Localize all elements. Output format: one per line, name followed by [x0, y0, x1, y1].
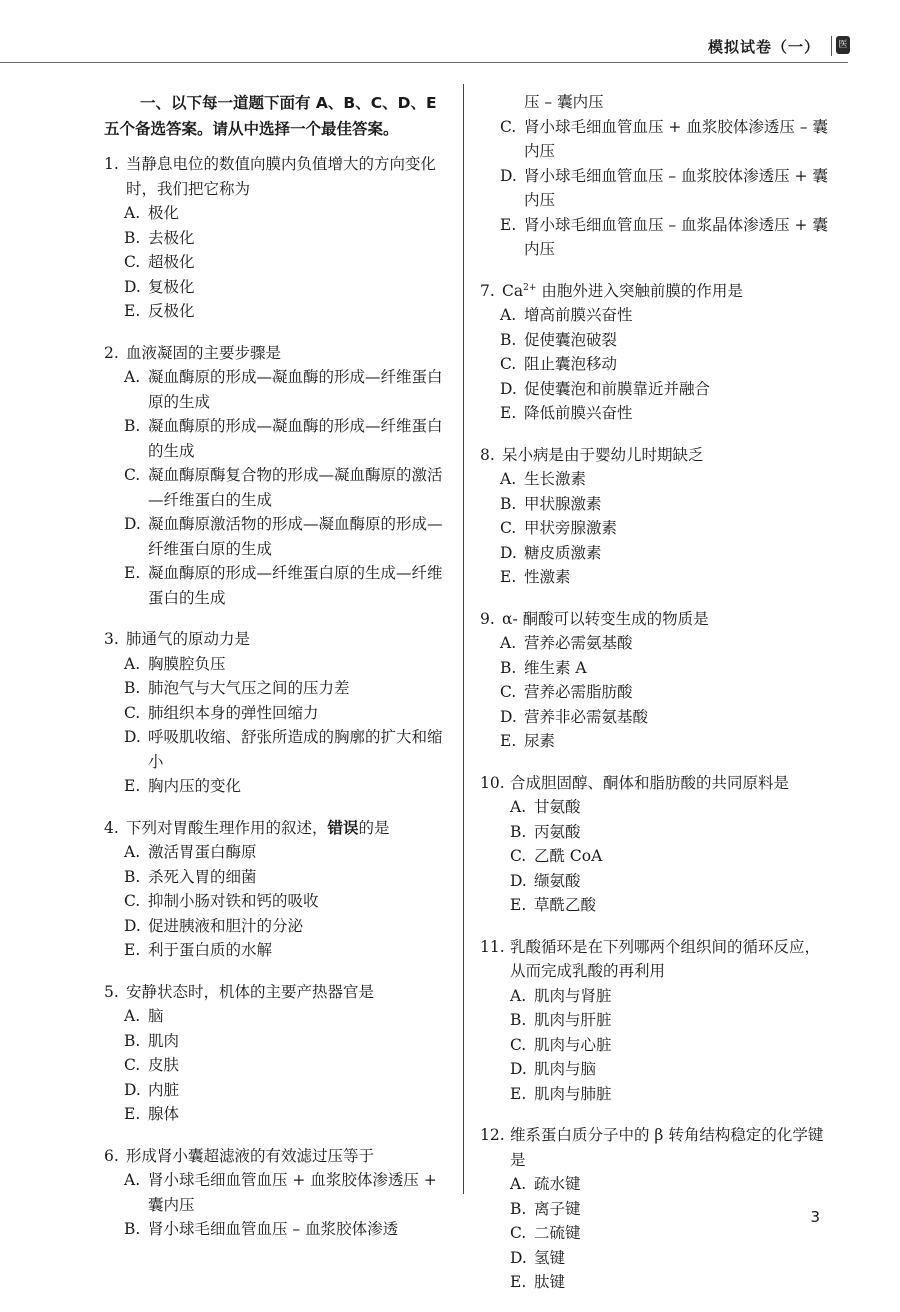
option-a: A. 甘氨酸 — [510, 798, 581, 816]
option-a: A. 增高前膜兴奋性 — [500, 306, 633, 324]
option-c: C. 乙酰 CoA — [510, 847, 603, 865]
superscript: 2+ — [523, 282, 537, 293]
option-a: A. 生长激素 — [500, 470, 587, 488]
question-10 — [480, 771, 830, 918]
question-12 — [480, 1123, 830, 1295]
option-b: B. 促使囊泡破裂 — [500, 330, 618, 349]
question-number: 1. — [104, 155, 119, 173]
option-e: E. 肾小球毛细血管血压 – 血浆晶体渗透压 + 囊内压 — [500, 215, 828, 258]
option-d: D. 促使囊泡和前膜靠近并融合 — [500, 379, 711, 398]
question-2 — [104, 341, 449, 611]
option-e: E. 腺体 — [124, 1105, 180, 1123]
question-7 — [480, 279, 830, 426]
option-d: D. 氢键 — [510, 1248, 566, 1267]
option-a: A. 脑 — [124, 1007, 164, 1025]
options — [104, 652, 449, 799]
header-separator — [831, 36, 832, 56]
options — [104, 365, 449, 610]
option-b: B. 肌肉 — [124, 1031, 180, 1050]
question-1 — [104, 152, 449, 324]
option-e: E. 反极化 — [124, 302, 195, 320]
option-a: A. 激活胃蛋白酶原 — [124, 843, 257, 861]
option-b: B. 肾小球毛细血管血压 – 血浆胶体渗透 — [124, 1220, 399, 1238]
option-e: E. 肽键 — [510, 1273, 566, 1291]
option-d: D. 肾小球毛细血管血压 – 血浆胶体渗透压 + 囊内压 — [500, 166, 828, 209]
question-8 — [480, 443, 830, 590]
page-header — [0, 0, 900, 62]
option-d: D. 促进胰液和胆汁的分泌 — [124, 916, 304, 935]
option-c: C. 抑制小肠对铁和钙的吸收 — [124, 892, 319, 910]
option-c: C. 肌肉与心脏 — [510, 1035, 612, 1054]
question-stem — [104, 152, 449, 201]
option-a: A. 胸膜腔负压 — [124, 654, 226, 673]
option-e: E. 草酰乙酸 — [510, 896, 597, 914]
question-4 — [104, 816, 449, 963]
option-b: B. 凝血酶原的形成—凝血酶的形成—纤维蛋白的生成 — [124, 417, 443, 460]
question-stem: 8. 呆小病是由于婴幼儿时期缺乏 — [480, 445, 704, 464]
option-a: A. 营养必需氨基酸 — [500, 634, 633, 652]
option-b: B. 去极化 — [124, 228, 195, 247]
question-3 — [104, 627, 449, 799]
options — [104, 201, 449, 324]
question-stem: 10. 合成胆固醇、酮体和脂肪酸的共同原料是 — [480, 773, 790, 792]
question-stem: 2. 血液凝固的主要步骤是 — [104, 343, 282, 362]
options — [480, 1172, 830, 1295]
stem-text: 当静息电位的数值向膜内负值增大的方向变化时，我们把它称为 — [126, 155, 437, 198]
question-stem: 11. 乳酸循环是在下列哪两个组织间的循环反应，从而完成乳酸的再利用 — [480, 937, 821, 980]
option-a: A. 肾小球毛细血管血压 + 血浆胶体渗透压 + 囊内压 — [124, 1171, 437, 1214]
options — [480, 631, 830, 754]
option-b: B. 肺泡气与大气压之间的压力差 — [124, 679, 350, 697]
options — [480, 984, 830, 1107]
option-b: B. 甲状腺激素 — [500, 494, 602, 513]
option-d: D. 营养非必需氨基酸 — [500, 707, 649, 726]
option-e: E. 凝血酶原的形成—纤维蛋白原的生成—纤维蛋白的生成 — [124, 564, 443, 607]
option-a: A. 肌肉与肾脏 — [510, 986, 612, 1005]
option-e: E. 肌肉与肺脏 — [510, 1084, 612, 1103]
option-b: B. 杀死入胃的细菌 — [124, 867, 257, 886]
question-6-continued — [480, 90, 830, 262]
option-e: E. 降低前膜兴奋性 — [500, 404, 633, 422]
question-5 — [104, 980, 449, 1127]
option-d: D. 糖皮质激素 — [500, 543, 602, 562]
options — [480, 115, 830, 262]
option-d: D. 内脏 — [124, 1080, 180, 1099]
right-column — [480, 90, 830, 1312]
question-6 — [104, 1144, 449, 1242]
column-divider — [463, 84, 464, 1194]
question-stem: 6. 形成肾小囊超滤液的有效滤过压等于 — [104, 1146, 375, 1165]
option-c: C. 肺组织本身的弹性回缩力 — [124, 703, 319, 722]
section-instruction: 一、以下每一道题下面有 A、B、C、D、E 五个备选答案。请从中选择一个最佳答案。 — [104, 94, 437, 138]
option-c: C. 超极化 — [124, 253, 195, 271]
option-b: B. 维生素 A — [500, 658, 587, 677]
option-b: B. 肌肉与肝脏 — [510, 1011, 612, 1029]
option-b: B. 离子键 — [510, 1199, 581, 1218]
emphasis-word: 错误 — [327, 818, 359, 837]
running-title: 模拟试卷（一） — [707, 38, 820, 56]
question-stem: 12. 维系蛋白质分子中的 β 转角结构稳定的化学键是 — [480, 1126, 824, 1169]
option-c: C. 阻止囊泡移动 — [500, 355, 618, 373]
option-c: C. 二硫键 — [510, 1224, 581, 1242]
left-column — [104, 90, 449, 1242]
option-d: D. 复极化 — [124, 277, 195, 296]
question-stem: 3. 肺通气的原动力是 — [104, 630, 251, 648]
option-d: D. 肌肉与脑 — [510, 1060, 597, 1078]
option-d: D. 凝血酶原激活物的形成—凝血酶原的形成—纤维蛋白原的生成 — [124, 515, 443, 558]
option-a: A. 极化 — [124, 204, 180, 222]
option-a: A. 疏水键 — [510, 1175, 581, 1193]
options — [104, 840, 449, 963]
question-stem: 9. α- 酮酸可以转变生成的物质是 — [480, 609, 709, 628]
options — [104, 1168, 449, 1242]
option-c: C. 皮肤 — [124, 1056, 180, 1074]
option-e: E. 利于蛋白质的水解 — [124, 941, 273, 959]
option-e: E. 尿素 — [500, 732, 556, 750]
option-c: C. 甲状旁腺激素 — [500, 519, 618, 537]
options — [480, 795, 830, 918]
option-c: C. 营养必需脂肪酸 — [500, 683, 633, 701]
question-11 — [480, 935, 830, 1107]
option-b-continued: 压 – 囊内压 — [524, 93, 604, 111]
question-9 — [480, 607, 830, 754]
option-e: E. 性激素 — [500, 568, 571, 586]
options — [480, 467, 830, 590]
question-stem: 5. 安静状态时，机体的主要产热器官是 — [104, 982, 375, 1001]
option-b: B. 丙氨酸 — [510, 822, 581, 841]
option-c: C. 肾小球毛细血管血压 + 血浆胶体渗透压 – 囊内压 — [500, 117, 828, 160]
options — [104, 1004, 449, 1127]
option-e: E. 胸内压的变化 — [124, 777, 242, 795]
option-d: D. 缬氨酸 — [510, 871, 581, 890]
option-a: A. 凝血酶原的形成—凝血酶的形成—纤维蛋白原的生成 — [124, 368, 443, 411]
option-c: C. 凝血酶原酶复合物的形成—凝血酶原的激活—纤维蛋白的生成 — [124, 466, 443, 509]
question-stem: 4. 下列对胃酸生理作用的叙述，错误的是 — [104, 818, 390, 837]
option-d: D. 呼吸肌收缩、舒张所造成的胸廓的扩大和缩小 — [124, 728, 443, 771]
question-stem: 7. $Ca^{2+}$ 由胞外进入突触前膜的作用是 — [480, 281, 743, 300]
page-number: 3 — [810, 1208, 820, 1226]
options — [480, 303, 830, 426]
header-rule — [0, 62, 848, 63]
section-badge-icon: 医 — [836, 36, 850, 54]
